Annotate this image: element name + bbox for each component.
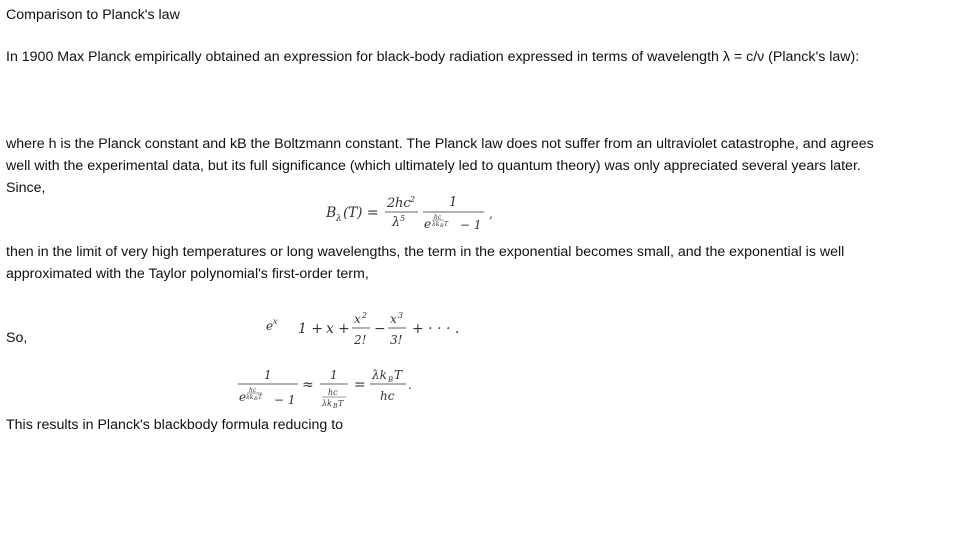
svg-text:T: T xyxy=(338,399,344,408)
svg-text:+ · · · .: + · · · . xyxy=(412,321,460,337)
svg-text:3: 3 xyxy=(398,311,404,320)
svg-text:1 +: 1 + xyxy=(298,321,324,337)
svg-text:λk: λk xyxy=(246,394,254,401)
paragraph-plancks-law-intro: In 1900 Max Planck empirically obtained an expression for black-body radiation expressed in terms of wavelength λ = c/ν (Planck's law): xyxy=(6,49,860,65)
svg-text:1: 1 xyxy=(264,368,272,382)
svg-text:1: 1 xyxy=(330,368,338,382)
svg-text:B: B xyxy=(440,223,444,229)
svg-text:3!: 3! xyxy=(390,333,403,347)
svg-text:e: e xyxy=(266,319,274,333)
svg-text:B: B xyxy=(326,205,337,221)
equation-plancks-law xyxy=(326,192,496,232)
svg-text:2: 2 xyxy=(362,311,368,320)
svg-text:B: B xyxy=(333,403,338,410)
plancks-law-formula xyxy=(326,192,496,232)
svg-text:1: 1 xyxy=(449,195,458,210)
equation-approximation xyxy=(236,366,436,412)
svg-text:−: − xyxy=(374,321,386,337)
svg-text:hc: hc xyxy=(249,387,257,394)
svg-text:λ: λ xyxy=(392,215,401,230)
svg-text:x: x xyxy=(326,321,334,337)
paragraph-planck-reduces: This results in Planck's blackbody formula reducing to xyxy=(6,417,344,433)
svg-text:λk: λk xyxy=(432,221,440,228)
svg-text:− 1: − 1 xyxy=(274,393,296,407)
svg-text:B: B xyxy=(388,376,394,384)
svg-text:x: x xyxy=(354,312,361,326)
svg-text:x: x xyxy=(273,317,278,326)
svg-text:) =: ) = xyxy=(357,205,379,221)
svg-text:λk: λk xyxy=(372,368,387,382)
svg-text:T: T xyxy=(348,205,358,221)
svg-text:hc: hc xyxy=(380,389,395,403)
svg-text:e: e xyxy=(239,390,247,404)
equation-taylor-series xyxy=(264,304,464,350)
svg-text:2: 2 xyxy=(387,196,396,211)
svg-text:(: ( xyxy=(343,205,349,221)
svg-text:≈: ≈ xyxy=(302,377,314,393)
svg-text:B: B xyxy=(254,396,258,402)
svg-text:5: 5 xyxy=(400,214,406,223)
svg-text:2: 2 xyxy=(410,195,416,204)
svg-text:.: . xyxy=(408,378,412,392)
svg-text:e: e xyxy=(424,217,432,231)
svg-text:hc: hc xyxy=(434,214,442,221)
svg-text:λ: λ xyxy=(336,214,342,224)
svg-text:+: + xyxy=(338,321,350,337)
svg-text:hc: hc xyxy=(328,388,338,397)
svg-text:− 1: − 1 xyxy=(460,218,482,232)
svg-text:=: = xyxy=(354,377,366,393)
paragraph-high-temperature-limit: then in the limit of very high temperatures or long wavelengths, the term in the exponential becomes small, and the exponential is well approximated with the Taylor polynomial's first-order term, xyxy=(6,244,845,282)
approximation-formula xyxy=(236,366,436,412)
svg-text:λk: λk xyxy=(322,399,332,408)
paragraph-planck-constant: where h is the Planck constant and kB the Boltzmann constant. The Planck law does not suffer from an ultraviolet catastrophe, and agrees well with the experimental data, but its full significance (which ultimately led to quantum theory) was only appreciated several years later. Since, xyxy=(6,136,874,196)
svg-text:hc: hc xyxy=(395,196,411,211)
svg-text:T: T xyxy=(444,221,449,228)
so-label: So, xyxy=(6,330,28,346)
svg-text:,: , xyxy=(489,207,493,221)
taylor-series-formula xyxy=(264,304,464,350)
slide-title: Comparison to Planck's law xyxy=(6,7,180,23)
svg-text:x: x xyxy=(390,312,397,326)
svg-text:2!: 2! xyxy=(354,333,367,347)
svg-text:T: T xyxy=(394,368,403,382)
svg-text:T: T xyxy=(258,394,263,401)
